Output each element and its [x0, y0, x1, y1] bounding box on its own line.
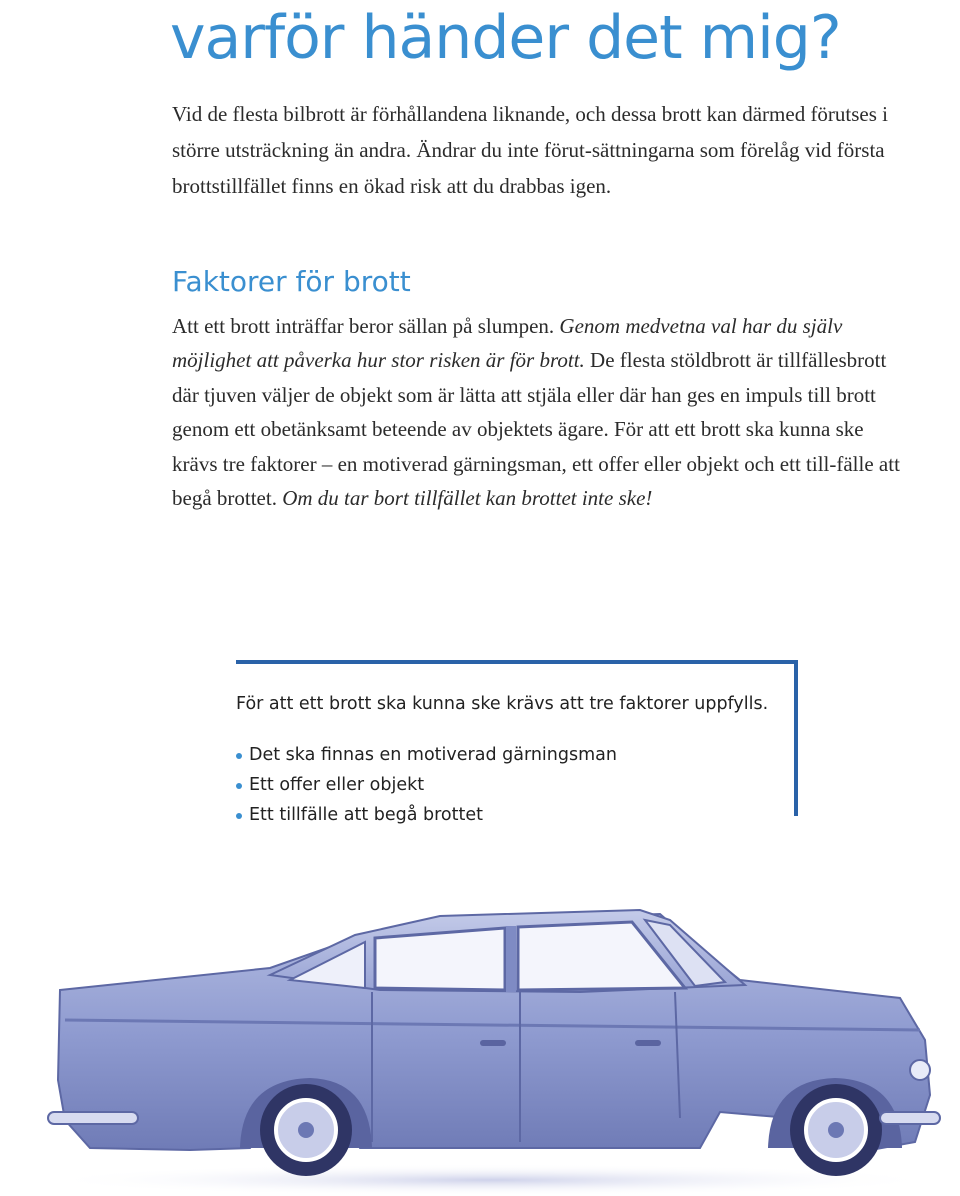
page-title: varför händer det mig? [170, 3, 841, 73]
bullet-icon [236, 813, 242, 819]
fact-box [236, 660, 798, 825]
list-item-text: Ett offer eller objekt [249, 775, 425, 795]
fact-box-list [236, 740, 617, 830]
list-item-text: Ett tillfälle att begå brottet [249, 805, 483, 825]
bullet-icon [236, 753, 242, 759]
body-text-part-3: De flesta stöldbrott är tillfällesbrott där tjuven väljer de objekt som är lätta att stjäla eller där han ges en impuls till brott genom ett obetänksamt beteende av objektets ägare. För att ett brott ska kunna ske krävs tre faktorer – en motiverad gärningsman, ett offer eller objekt och ett till-fälle att begå brottet. [172, 348, 900, 511]
list-item [236, 770, 617, 800]
body-text-emphasis-1: Genom medvetna val har du själv möjlighet att påverka hur stor risken är för brott. [172, 314, 843, 373]
intro-paragraph: Vid de flesta bilbrott är förhållandena liknande, och dessa brott kan därmed förutses i större utsträckning än andra. Ändrar du inte förut-sättningarna som förelåg vid första brottstillfället finns en ökad risk att du drabbas igen. [172, 102, 889, 198]
body-text-part-1: Att ett brott inträffar beror sällan på slumpen. [172, 314, 560, 338]
list-item [236, 800, 617, 830]
body-paragraph [172, 309, 912, 515]
section-heading: Faktorer för brott [172, 265, 411, 298]
bullet-icon [236, 783, 242, 789]
list-item-text: Det ska finnas en motiverad gärningsman [249, 745, 617, 765]
taxi-car-icon [20, 880, 960, 1196]
list-item [236, 740, 617, 770]
fact-box-title: För att ett brott ska kunna ske krävs att tre faktorer uppfylls. [236, 694, 769, 714]
body-text-emphasis-2: Om du tar bort tillfället kan brottet inte ske! [282, 486, 653, 511]
